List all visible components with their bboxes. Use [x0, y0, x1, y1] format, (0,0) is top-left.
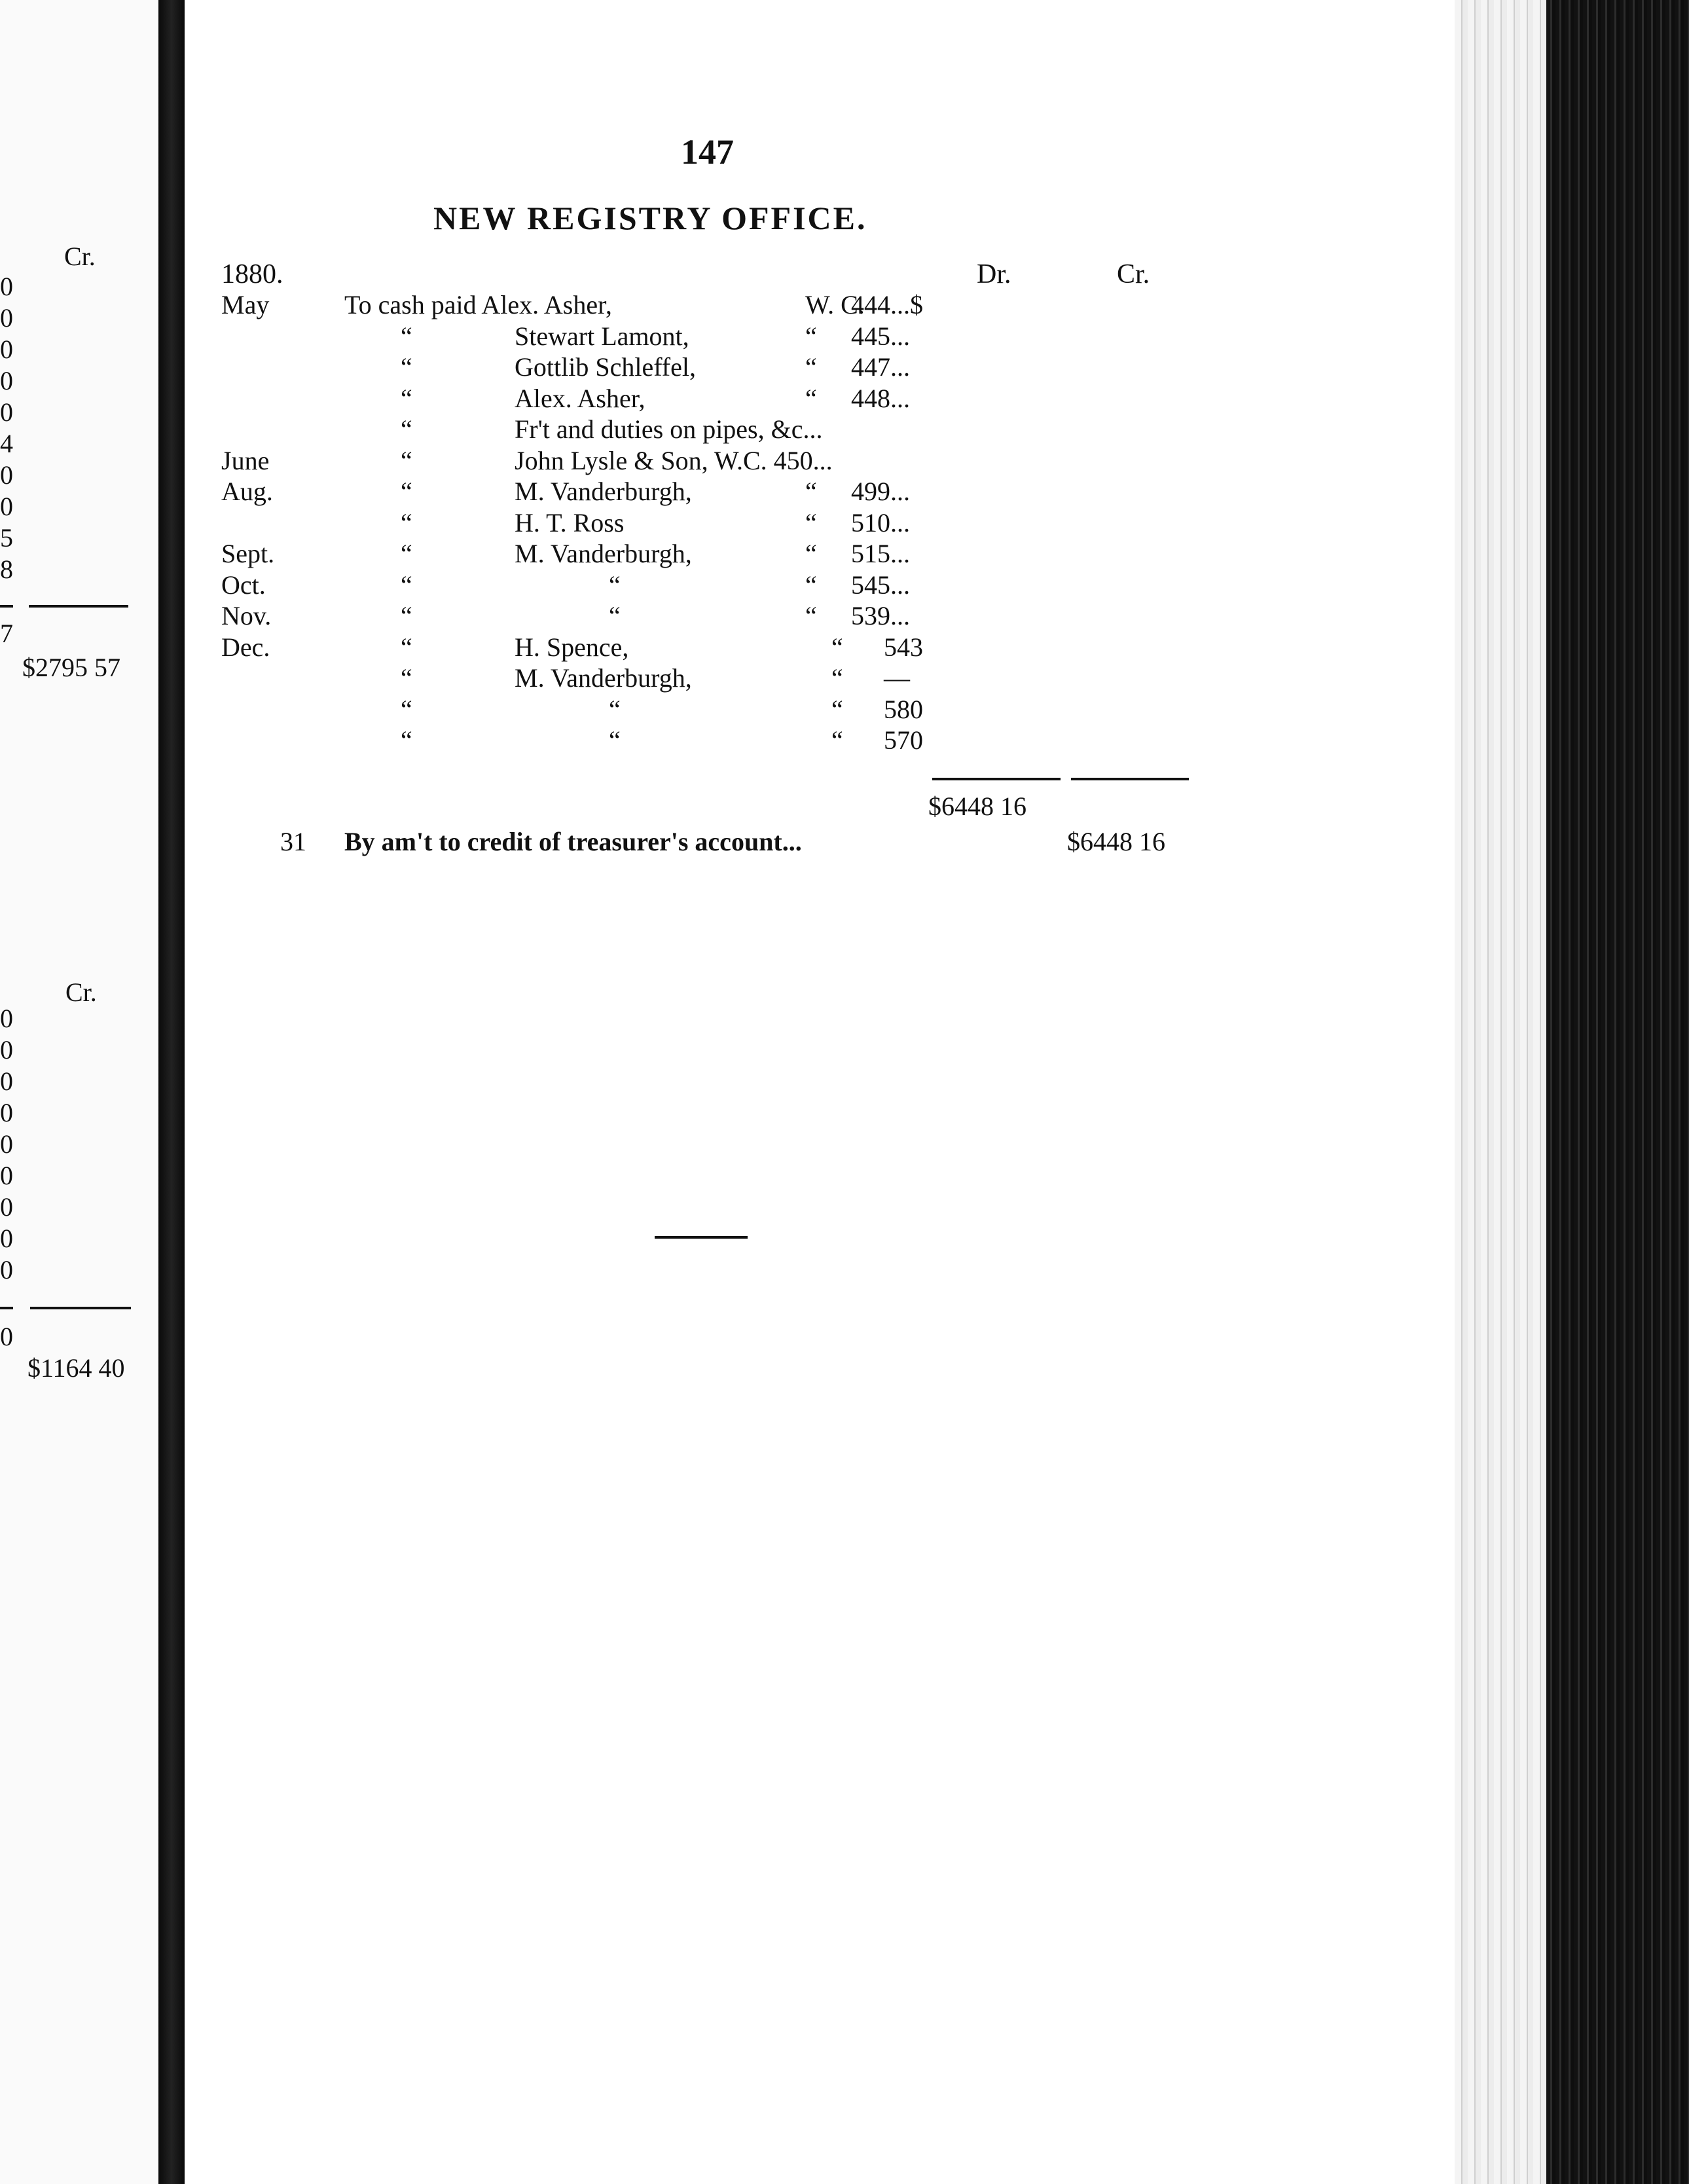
left-digit: 0	[0, 1322, 13, 1351]
entry-voucher: 570	[884, 725, 923, 755]
closing-day: 31	[280, 827, 306, 856]
entry-voucher: 543	[884, 632, 923, 662]
entry-voucher: 499...	[851, 477, 910, 506]
entry-description: H. Spence,	[515, 632, 629, 662]
page-number: 147	[681, 132, 734, 172]
entry-ditto: “	[401, 539, 412, 568]
left-total-rule-2	[30, 1307, 131, 1309]
entry-description: Alex. Asher,	[515, 383, 645, 413]
entry-mark: “	[831, 725, 843, 755]
section-separator	[655, 1236, 748, 1239]
closing-description: By am't to credit of treasurer's account...	[344, 827, 802, 856]
book-gutter	[158, 0, 185, 2184]
entry-mark: “	[831, 663, 843, 693]
entry-voucher: 444...$	[851, 290, 923, 319]
entry-month: Oct.	[221, 570, 266, 600]
left-digit: 5	[0, 523, 13, 553]
entry-month: May	[221, 290, 270, 319]
entry-mark: “	[805, 383, 817, 413]
entry-description: M. Vanderburgh,	[515, 477, 692, 506]
left-digit: 0	[0, 272, 13, 301]
entry-month: Nov.	[221, 601, 272, 630]
page-title: NEW REGISTRY OFFICE.	[433, 200, 867, 236]
left-digit: 7	[0, 619, 13, 648]
entry-ditto: “	[401, 352, 412, 382]
entry-mark: “	[805, 507, 817, 537]
entry-voucher: 580	[884, 694, 923, 724]
entry-month: Aug.	[221, 477, 273, 506]
entry-description: “	[609, 570, 621, 600]
entry-ditto: “	[401, 632, 412, 662]
ledger-page	[185, 7, 1455, 2174]
entry-description: M. Vanderburgh,	[515, 539, 692, 568]
entry-mark: “	[805, 539, 817, 568]
entry-description: H. T. Ross	[515, 507, 625, 537]
left-rule-stub	[0, 605, 13, 608]
entry-ditto: “	[401, 445, 412, 475]
entry-voucher: 445...	[851, 321, 910, 351]
entry-month: Sept.	[221, 539, 275, 568]
entry-ditto: “	[401, 663, 412, 693]
cr-total-rule	[1071, 778, 1189, 780]
left-digit: 0	[0, 1192, 13, 1222]
entry-ditto: “	[401, 601, 412, 630]
left-cr-header-2: Cr.	[65, 977, 97, 1007]
entry-description: “	[609, 694, 621, 724]
dr-column-header: Dr.	[977, 259, 1011, 289]
left-digit: 0	[0, 397, 13, 427]
entry-mark: “	[831, 632, 843, 662]
entry-ditto: “	[401, 414, 412, 444]
entry-description: “	[609, 725, 621, 755]
entry-description: M. Vanderburgh,	[515, 663, 692, 693]
dr-total-rule	[932, 778, 1061, 780]
left-digit: 4	[0, 429, 13, 458]
left-total-rule-1	[29, 605, 128, 608]
entry-voucher: 448...	[851, 383, 910, 413]
entry-ditto: “	[401, 383, 412, 413]
entry-month: Dec.	[221, 632, 270, 662]
left-digit: 0	[0, 1161, 13, 1190]
entry-ditto: “	[401, 725, 412, 755]
entry-voucher: 447...	[851, 352, 910, 382]
entry-voucher: —	[884, 663, 910, 693]
left-digit: 8	[0, 555, 13, 584]
entry-mark: “	[805, 352, 817, 382]
entry-description: Stewart Lamont,	[515, 321, 689, 351]
page-edges	[1455, 0, 1546, 2184]
entry-voucher: 545...	[851, 570, 910, 600]
left-digit: 0	[0, 1224, 13, 1253]
entry-ditto: “	[401, 321, 412, 351]
left-digit: 0	[0, 366, 13, 395]
entry-mark: “	[805, 570, 817, 600]
left-digit: 0	[0, 1004, 13, 1033]
entry-ditto: “	[401, 570, 412, 600]
left-total-2: $1164 40	[27, 1353, 125, 1383]
cr-column-header: Cr.	[1117, 259, 1150, 289]
left-digit: 0	[0, 335, 13, 364]
entry-mark: “	[805, 601, 817, 630]
ledger-year: 1880.	[221, 259, 283, 289]
left-digit: 0	[0, 1098, 13, 1127]
entry-ditto: “	[401, 694, 412, 724]
entry-description: Gottlib Schleffel,	[515, 352, 696, 382]
facing-left-page	[0, 0, 158, 2184]
left-digit: 0	[0, 1255, 13, 1284]
entry-mark: “	[831, 694, 843, 724]
dr-total: $6448 16	[928, 792, 1026, 821]
left-rule-stub	[0, 1307, 13, 1309]
entry-voucher: 539...	[851, 601, 910, 630]
entry-mark: “	[805, 321, 817, 351]
left-digit: 0	[0, 460, 13, 490]
left-total-1: $2795 57	[22, 653, 120, 682]
left-digit: 0	[0, 1035, 13, 1065]
entry-description: Fr't and duties on pipes, &c...	[515, 414, 823, 444]
left-digit: 0	[0, 303, 13, 333]
entry-mark: W. C.	[805, 290, 865, 319]
entry-voucher: 515...	[851, 539, 910, 568]
cr-total: $6448 16	[1067, 827, 1165, 856]
entry-ditto: “	[401, 507, 412, 537]
left-cr-header-1: Cr.	[64, 242, 96, 271]
entry-voucher: 510...	[851, 507, 910, 537]
entry-description: To cash paid Alex. Asher,	[344, 290, 612, 319]
entry-month: June	[221, 445, 270, 475]
entry-description: John Lysle & Son, W.C. 450...	[515, 445, 833, 475]
entry-mark: “	[805, 477, 817, 506]
entry-ditto: “	[401, 477, 412, 506]
book-spine	[1546, 0, 1689, 2184]
left-digit: 0	[0, 1129, 13, 1159]
left-digit: 0	[0, 492, 13, 521]
entry-description: “	[609, 601, 621, 630]
left-digit: 0	[0, 1066, 13, 1096]
